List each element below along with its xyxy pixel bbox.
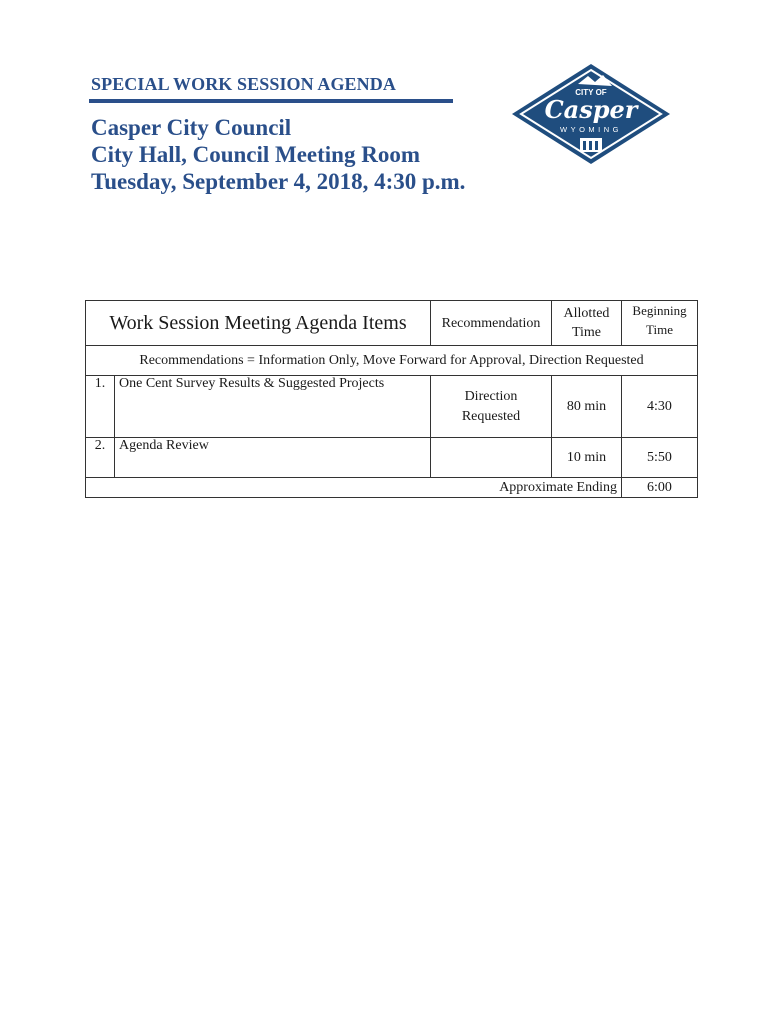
item-allotted-time: 10 min [552,438,622,478]
logo-state-text: WYOMING [560,125,622,134]
table-row [86,438,698,478]
header-beginning-time [622,301,698,346]
meeting-info [91,114,465,195]
item-recommendation [431,376,552,438]
recommendation-note: Recommendations = Information Only, Move Forward for Approval, Direction Requested [86,346,698,376]
recommendation-note-row [86,346,698,376]
agenda-header-row [86,301,698,346]
approximate-ending-time: 6:00 [622,478,698,498]
header-allotted-line2: Time [571,325,602,340]
header-allotted-line1: Allotted [563,306,610,321]
item-number: 1. [86,376,115,438]
item-title: Agenda Review [115,438,431,478]
heading-underline [89,99,453,103]
document-type-heading: SPECIAL WORK SESSION AGENDA [91,74,396,94]
logo-top-text: CITY OF [575,88,607,97]
agenda-table [85,300,698,498]
item-number: 2. [86,438,115,478]
item-title: One Cent Survey Results & Suggested Projects [115,376,431,438]
city-of-casper-logo [508,62,674,166]
item-beginning-time: 4:30 [622,376,698,438]
item-beginning-time: 5:50 [622,438,698,478]
header-allotted-time [552,301,622,346]
ending-row [86,478,698,498]
council-name: Casper City Council [91,115,292,140]
item-allotted-time: 80 min [552,376,622,438]
header-beginning-line1: Beginning [632,303,687,318]
table-row [86,376,698,438]
header-beginning-line2: Time [646,322,673,337]
approximate-ending-label: Approximate Ending [86,478,622,498]
logo-name-text: Casper [544,95,638,124]
item-recommendation [431,438,552,478]
item-recommendation-line2: Requested [461,408,521,424]
header-recommendation: Recommendation [431,301,552,346]
meeting-date-time: Tuesday, September 4, 2018, 4:30 p.m. [91,169,466,194]
meeting-location: City Hall, Council Meeting Room [91,142,420,167]
item-recommendation-line1: Direction [464,388,518,404]
header-agenda-items: Work Session Meeting Agenda Items [86,301,431,346]
